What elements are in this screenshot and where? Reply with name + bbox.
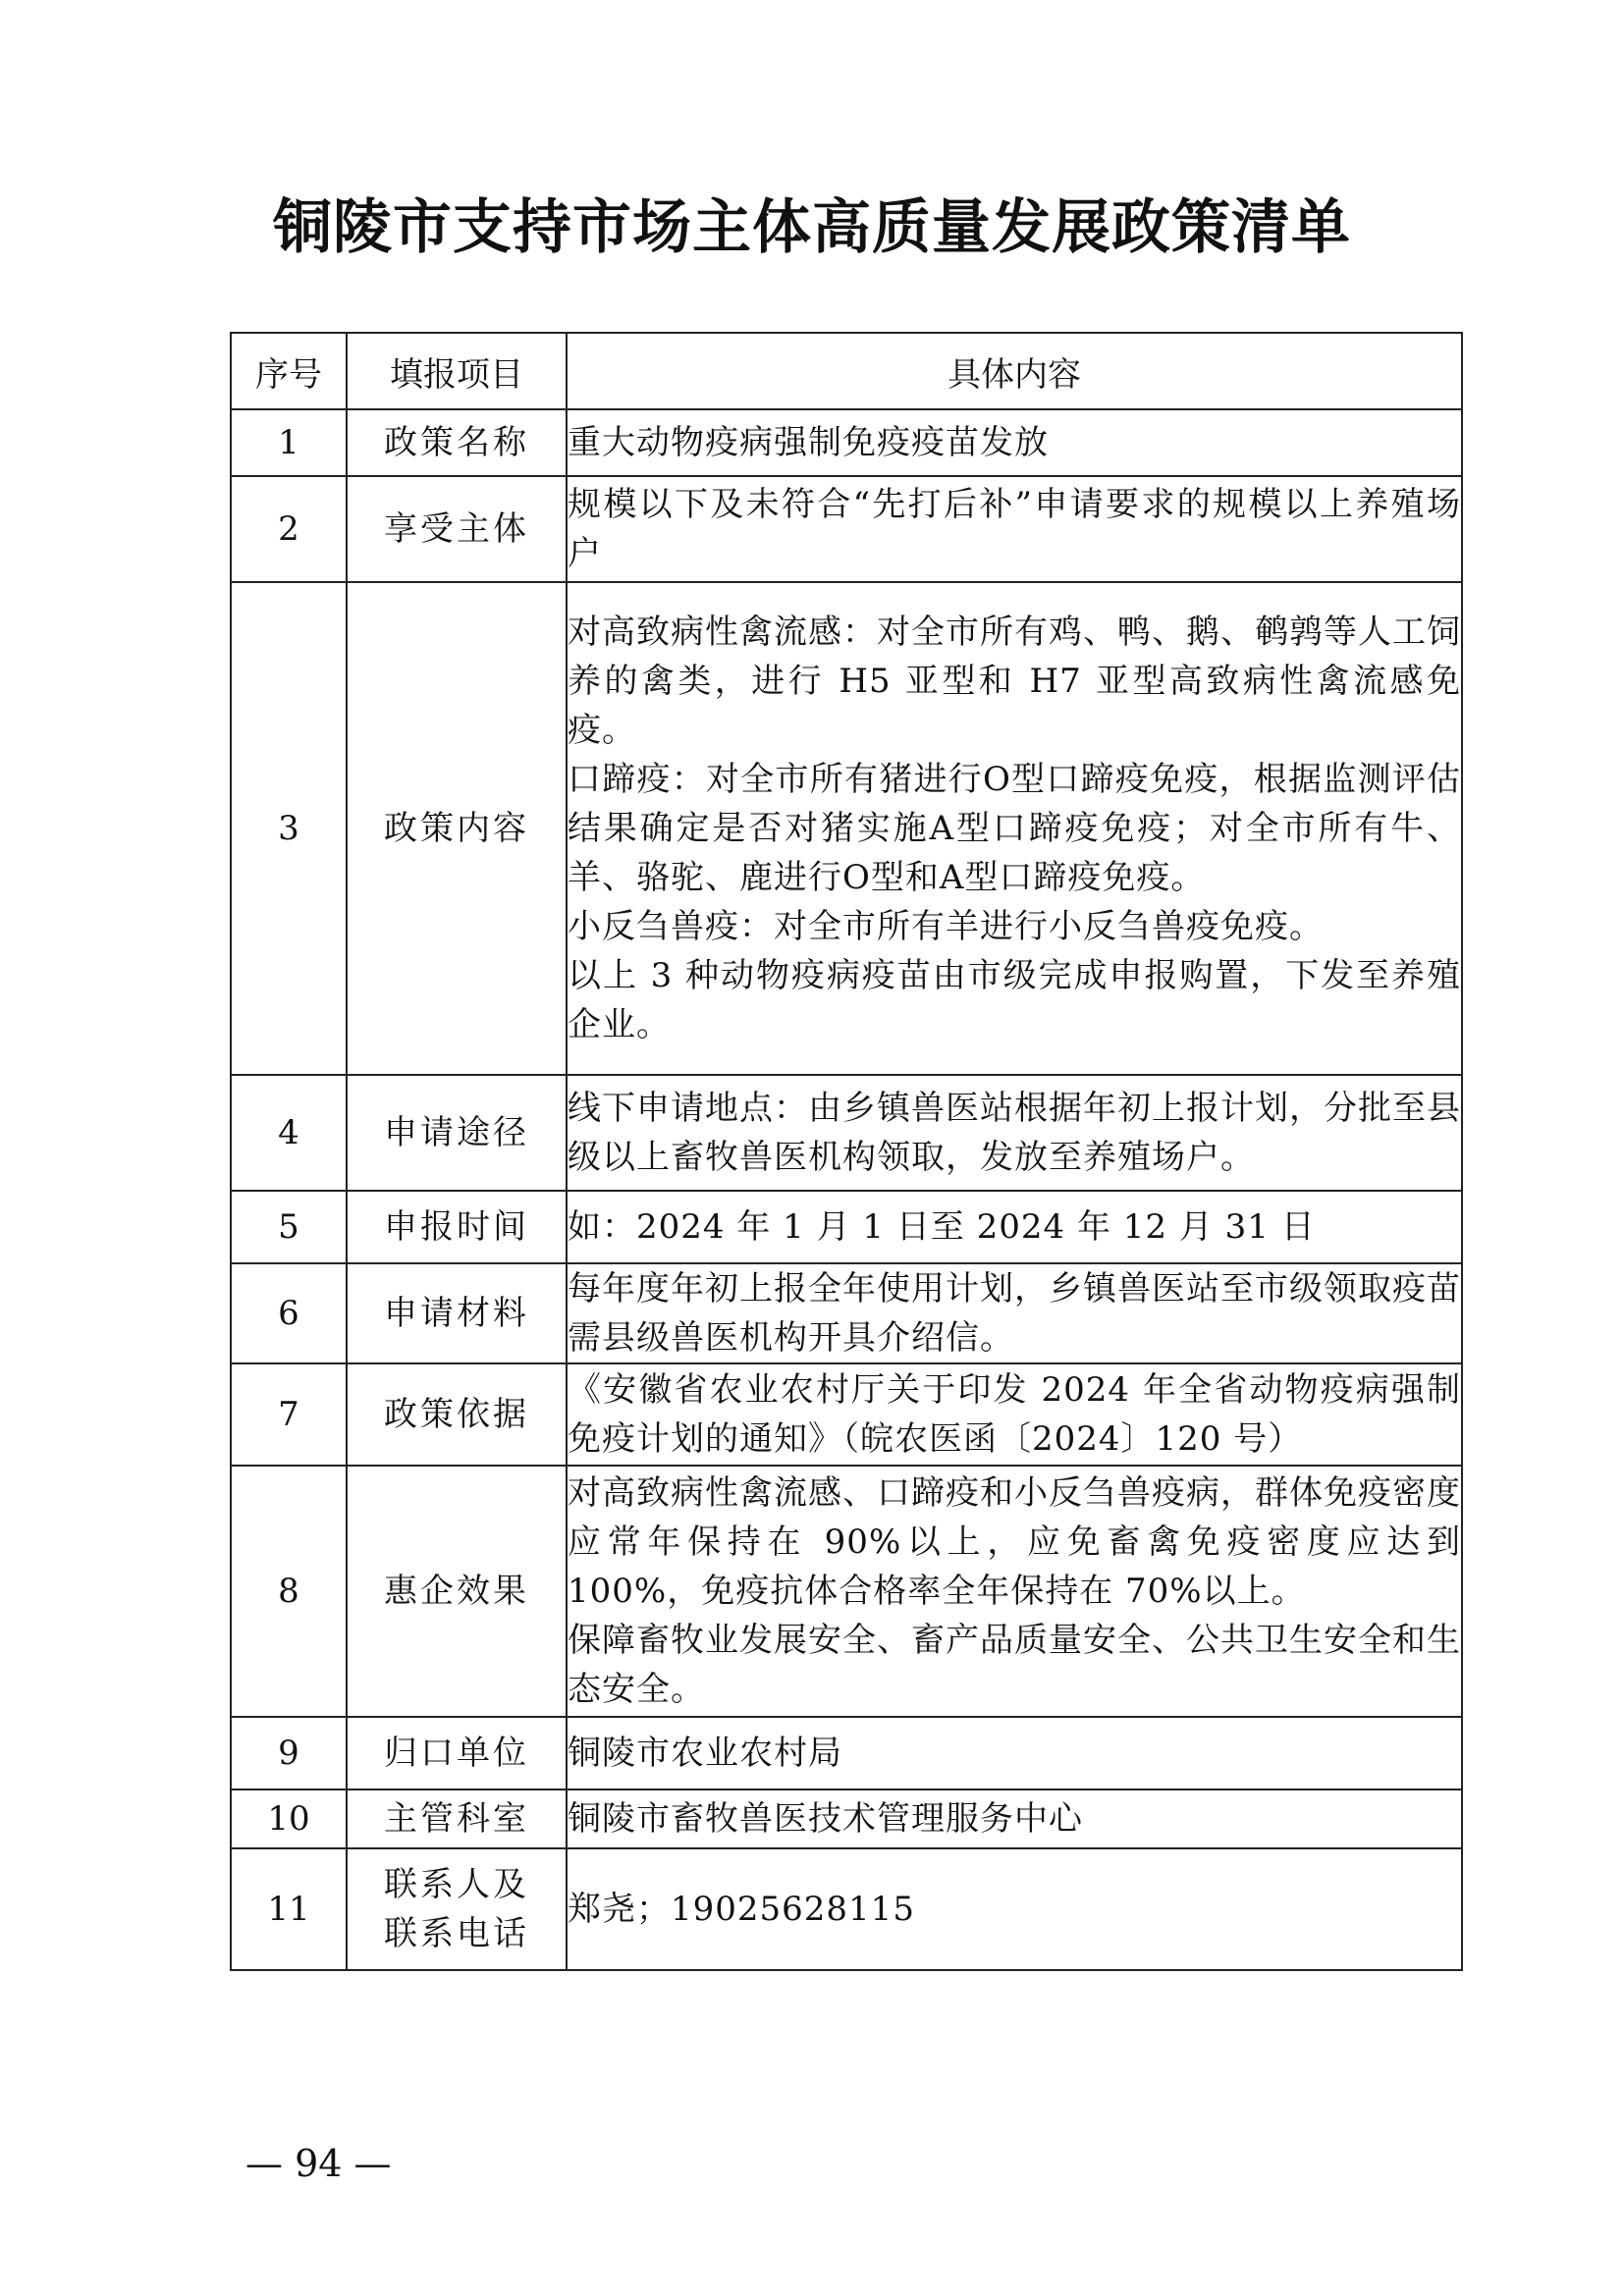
table-row	[231, 1191, 1462, 1263]
table-row	[231, 1789, 1462, 1848]
table-row	[231, 409, 1462, 476]
row-content	[567, 1848, 1462, 1970]
content-paragraph: 重大动物疫病强制免疫疫苗发放	[568, 423, 1049, 462]
content-paragraph: 规模以下及未符合“先打后补”申请要求的规模以上养殖场户	[568, 485, 1461, 573]
header-no: 序号	[231, 333, 347, 409]
row-content	[567, 1717, 1462, 1789]
table-row	[231, 1263, 1462, 1363]
table-header-row	[231, 333, 1462, 409]
row-item: 政策内容	[347, 582, 567, 1075]
table-row	[231, 1717, 1462, 1789]
row-content	[567, 582, 1462, 1075]
content-paragraph: 小反刍兽疫：对全市所有羊进行小反刍兽疫免疫。	[568, 907, 1324, 946]
table-row	[231, 1363, 1462, 1466]
row-number: 10	[231, 1789, 347, 1848]
row-item: 政策依据	[347, 1363, 567, 1466]
row-content	[567, 1466, 1462, 1717]
content-paragraph: 郑尧；19025628115	[568, 1890, 915, 1929]
row-item: 主管科室	[347, 1789, 567, 1848]
row-item: 享受主体	[347, 476, 567, 582]
content-paragraph: 线下申请地点：由乡镇兽医站根据年初上报计划，分批至县级以上畜牧兽医机构领取，发放至养殖场户。	[568, 1089, 1461, 1177]
page-number: — 94 —	[245, 2142, 392, 2185]
row-item: 申请材料	[347, 1263, 567, 1363]
row-item-line: 联系人及	[384, 1865, 529, 1904]
content-paragraph: 对高致病性禽流感：对全市所有鸡、鸭、鹅、鹌鹑等人工饲养的禽类，进行 H5 亚型和 H7 亚型高致病性禽流感免疫。	[568, 613, 1461, 750]
row-item: 归口单位	[347, 1717, 567, 1789]
row-content	[567, 1191, 1462, 1263]
content-paragraph: 《安徽省农业农村厅关于印发 2024 年全省动物疫病强制免疫计划的通知》（皖农医函〔2024〕120 号）	[568, 1370, 1461, 1459]
row-content	[567, 1263, 1462, 1363]
row-item: 申报时间	[347, 1191, 567, 1263]
row-content	[567, 1789, 1462, 1848]
row-number: 3	[231, 582, 347, 1075]
document-title: 铜陵市支持市场主体高质量发展政策清单	[273, 193, 1351, 262]
row-number: 2	[231, 476, 347, 582]
row-item: 申请途径	[347, 1075, 567, 1191]
table-row	[231, 476, 1462, 582]
policy-table	[230, 332, 1463, 1971]
row-number: 1	[231, 409, 347, 476]
row-item-line: 联系电话	[384, 1914, 529, 1953]
content-paragraph: 铜陵市畜牧兽医技术管理服务中心	[568, 1799, 1083, 1839]
row-item: 政策名称	[347, 409, 567, 476]
row-number: 5	[231, 1191, 347, 1263]
content-paragraph: 以上 3 种动物疫病疫苗由市级完成申报购置，下发至养殖企业。	[568, 956, 1461, 1044]
header-content: 具体内容	[567, 333, 1462, 409]
row-number: 11	[231, 1848, 347, 1970]
row-item	[347, 1848, 567, 1970]
row-number: 9	[231, 1717, 347, 1789]
row-content	[567, 476, 1462, 582]
content-paragraph: 铜陵市农业农村局	[568, 1734, 842, 1773]
content-paragraph: 口蹄疫：对全市所有猪进行O型口蹄疫免疫，根据监测评估结果确定是否对猪实施A型口蹄疫免疫；对全市所有牛、羊、骆驼、鹿进行O型和A型口蹄疫免疫。	[568, 760, 1461, 897]
table-row	[231, 1848, 1462, 1970]
row-content	[567, 1363, 1462, 1466]
row-number: 7	[231, 1363, 347, 1466]
table-row	[231, 582, 1462, 1075]
header-item: 填报项目	[347, 333, 567, 409]
row-number: 6	[231, 1263, 347, 1363]
row-number: 4	[231, 1075, 347, 1191]
table-row	[231, 1075, 1462, 1191]
table-row	[231, 1466, 1462, 1717]
content-paragraph: 对高致病性禽流感、口蹄疫和小反刍兽疫病，群体免疫密度应常年保持在 90%以上，应免畜禽免疫密度应达到 100%，免疫抗体合格率全年保持在 70%以上。	[568, 1473, 1461, 1611]
content-paragraph: 如：2024 年 1 月 1 日至 2024 年 12 月 31 日	[568, 1207, 1316, 1247]
row-number: 8	[231, 1466, 347, 1717]
row-content	[567, 1075, 1462, 1191]
content-paragraph: 每年度年初上报全年使用计划，乡镇兽医站至市级领取疫苗需县级兽医机构开具介绍信。	[568, 1269, 1461, 1358]
row-item: 惠企效果	[347, 1466, 567, 1717]
row-content	[567, 409, 1462, 476]
content-paragraph: 保障畜牧业发展安全、畜产品质量安全、公共卫生安全和生态安全。	[568, 1621, 1461, 1709]
